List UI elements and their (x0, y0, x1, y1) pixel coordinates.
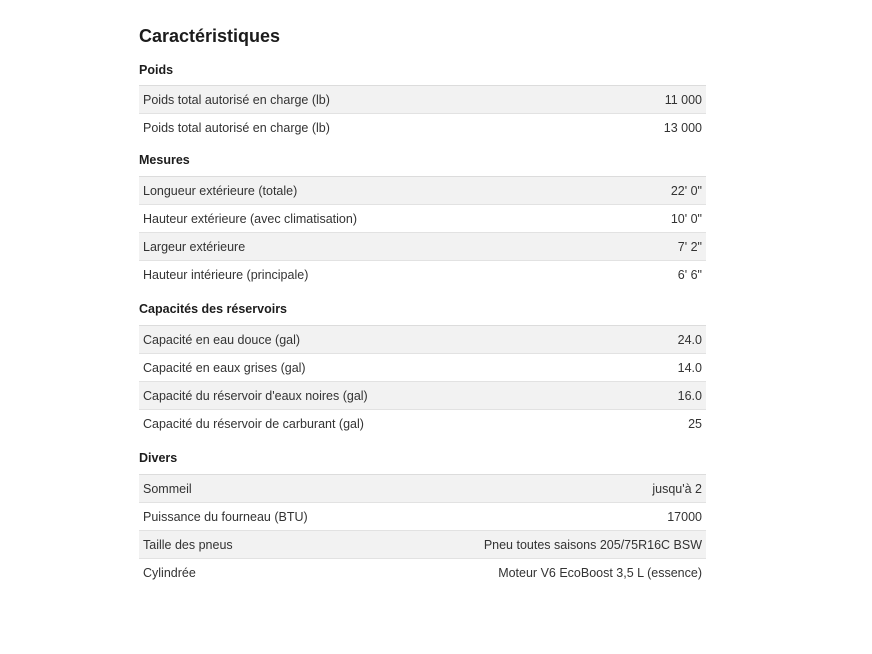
table-row (139, 205, 706, 233)
table-row (139, 475, 706, 503)
spec-label: Puissance du fourneau (BTU) (143, 509, 308, 524)
spec-label: Capacité en eaux grises (gal) (143, 360, 306, 375)
spec-table (139, 474, 706, 586)
spec-value: 22' 0" (670, 183, 702, 198)
spec-label: Hauteur intérieure (principale) (143, 267, 309, 282)
table-row (139, 503, 706, 531)
table-row (139, 233, 706, 261)
spec-value: 16.0 (677, 388, 702, 403)
spec-table (139, 176, 706, 288)
spec-label: Cylindrée (143, 565, 196, 580)
section-measurements (139, 152, 706, 288)
spec-value: 11 000 (664, 92, 702, 107)
section-title: Divers (139, 451, 178, 465)
section-title: Poids (139, 63, 174, 77)
spec-value: jusqu'à 2 (652, 481, 702, 496)
table-row (139, 559, 706, 586)
spec-label: Hauteur extérieure (avec climatisation) (143, 211, 357, 226)
section-weight (139, 62, 706, 141)
section-title: Capacités des réservoirs (139, 302, 288, 316)
spec-label: Sommeil (143, 481, 192, 496)
table-row (139, 531, 706, 559)
spec-label: Largeur extérieure (143, 239, 246, 254)
table-row (139, 177, 706, 205)
spec-value: Pneu toutes saisons 205/75R16C BSW (483, 537, 702, 552)
table-row (139, 86, 706, 114)
table-row (139, 114, 706, 141)
spec-label: Poids total autorisé en charge (lb) (143, 92, 330, 107)
table-row (139, 354, 706, 382)
spec-value: 14.0 (677, 360, 702, 375)
spec-label: Longueur extérieure (totale) (143, 183, 298, 198)
spec-table (139, 85, 706, 141)
spec-label: Poids total autorisé en charge (lb) (143, 120, 330, 135)
table-row (139, 382, 706, 410)
spec-label: Capacité du réservoir de carburant (gal) (143, 416, 364, 431)
spec-value: 10' 0" (670, 211, 702, 226)
spec-label: Capacité en eau douce (gal) (143, 332, 301, 347)
spec-value: 7' 2" (677, 239, 702, 254)
spec-table (139, 325, 706, 437)
spec-value: 6' 6" (677, 267, 702, 282)
spec-value: 17000 (667, 509, 702, 524)
table-row (139, 410, 706, 437)
spec-value: 24.0 (677, 332, 702, 347)
specifications-panel (139, 0, 706, 586)
spec-value: 25 (688, 416, 702, 431)
table-row (139, 326, 706, 354)
spec-label: Capacité du réservoir d'eaux noires (gal) (143, 388, 368, 403)
section-miscellaneous (139, 450, 706, 586)
spec-label: Taille des pneus (143, 537, 233, 552)
spec-value: Moteur V6 EcoBoost 3,5 L (essence) (498, 565, 702, 580)
spec-value: 13 000 (663, 120, 702, 135)
section-title: Mesures (139, 153, 190, 167)
page-title: Caractéristiques (139, 26, 281, 46)
table-row (139, 261, 706, 288)
section-tank-capacities (139, 301, 706, 437)
